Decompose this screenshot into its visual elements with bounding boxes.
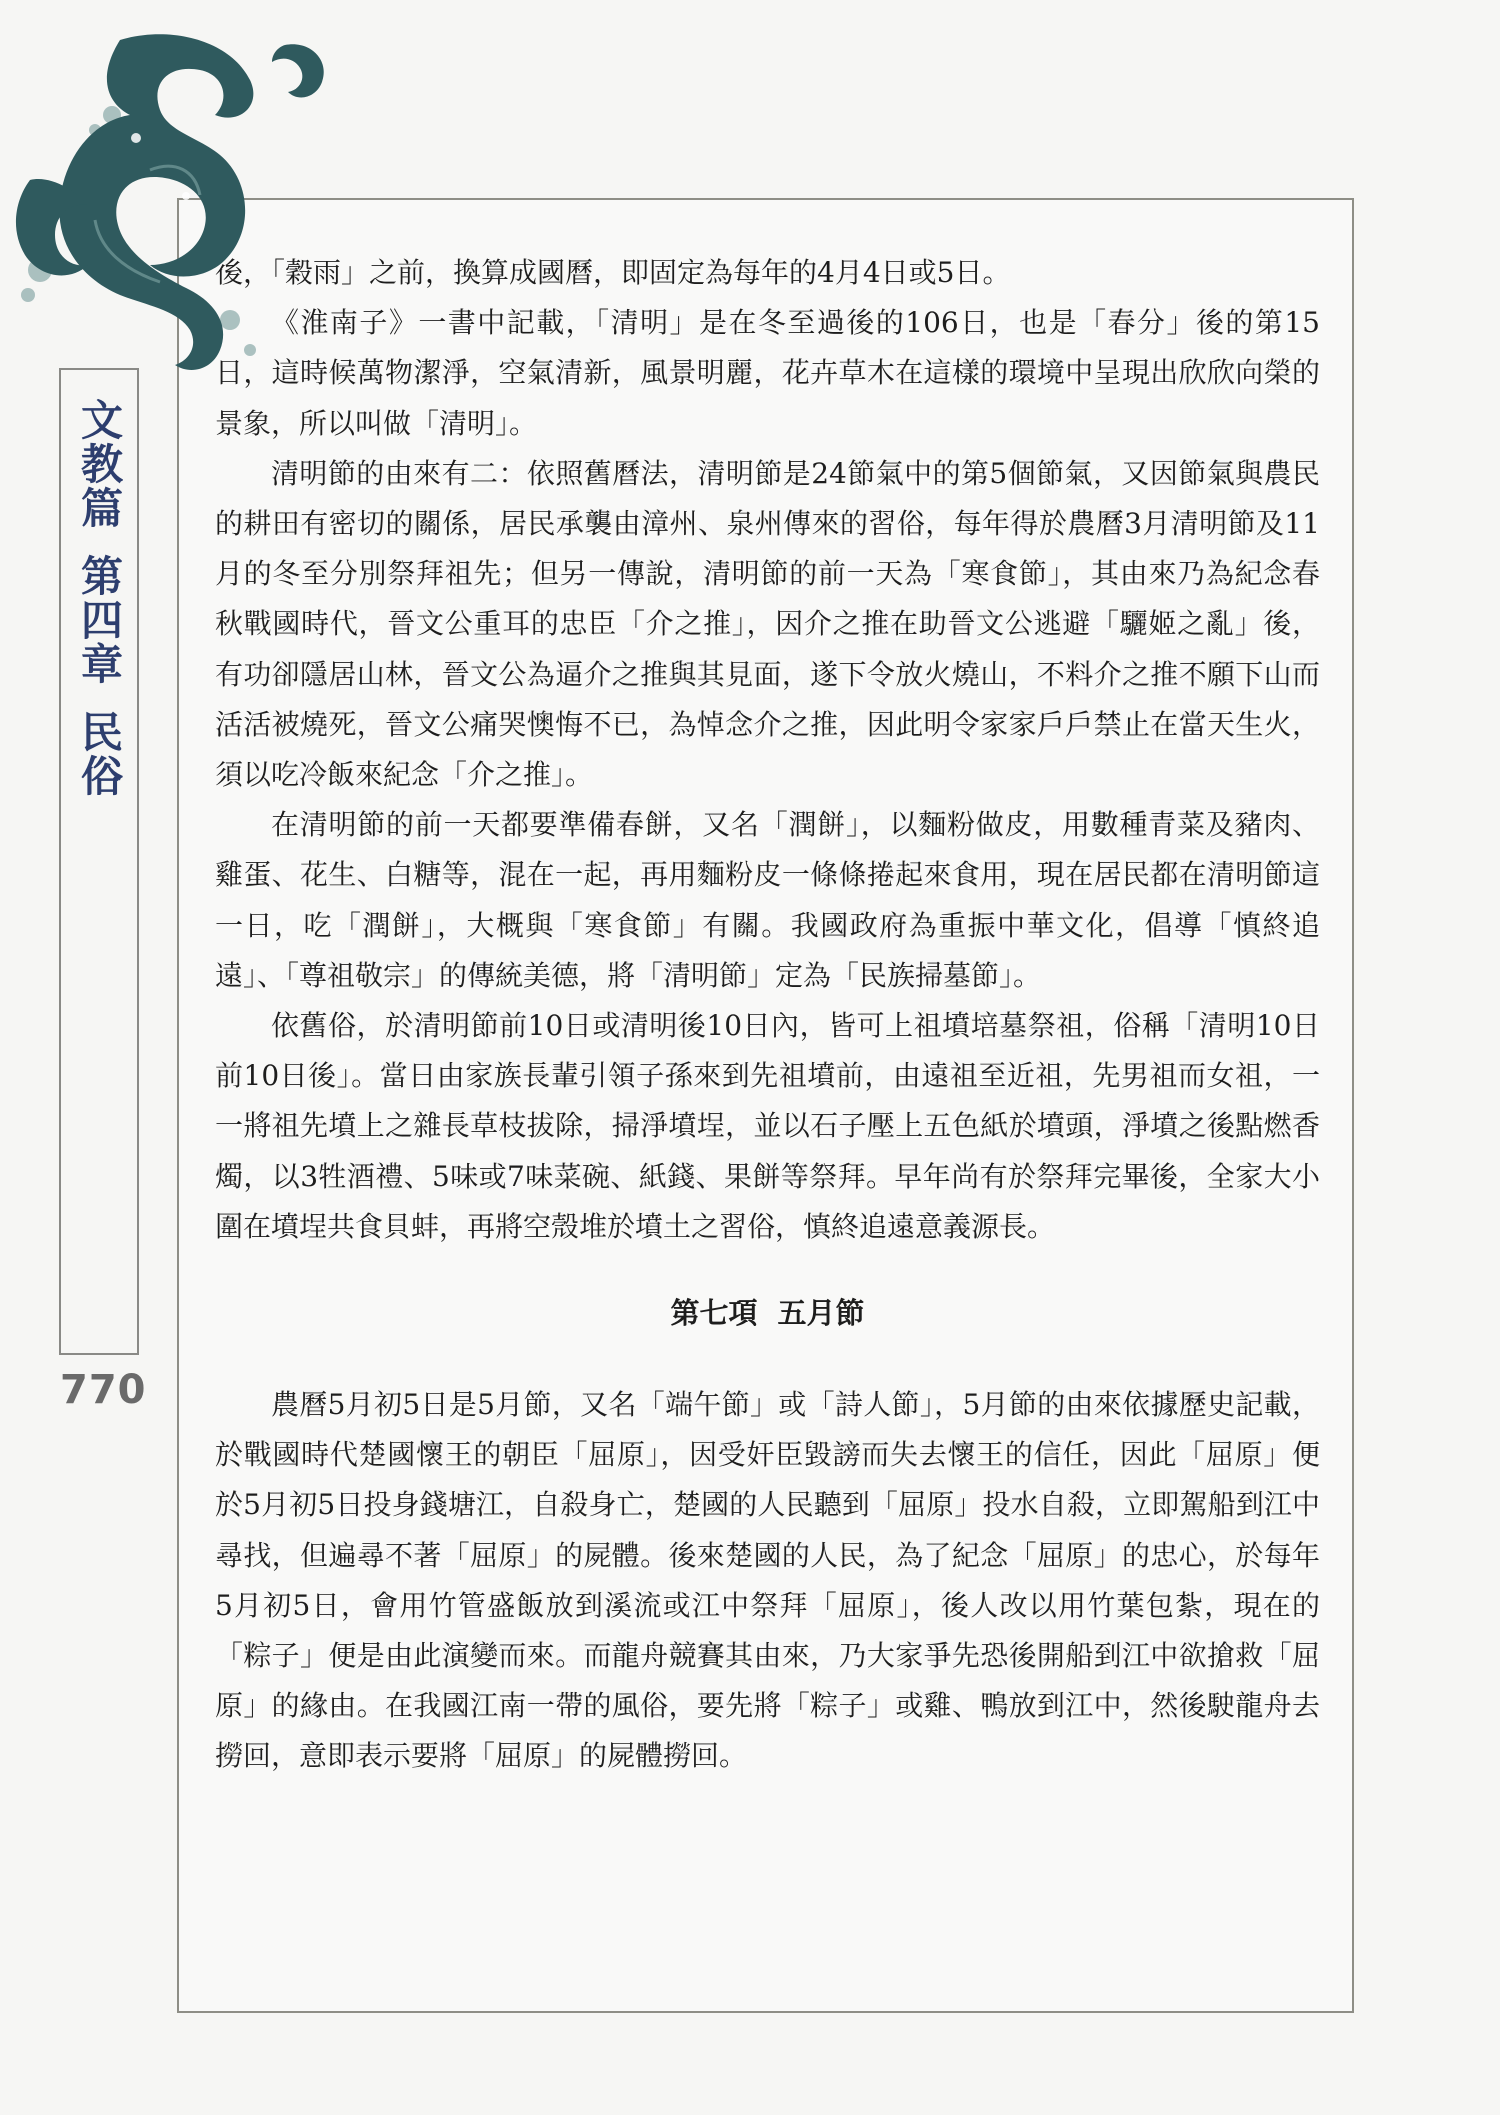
dragon-ornament-icon [0, 20, 380, 420]
sidebar-topic: 民俗 [75, 710, 124, 798]
paragraph: 清明節的由來有二：依照舊曆法，清明節是24節氣中的第5個節氣，又因節氣與農民的耕田有密切的關係，居民承襲由漳州、泉州傳來的習俗，每年得於農曆3月清明節及11月的冬至分別祭拜祖先；但另一傳說，清明節的前一天為「寒食節」，其由來乃為紀念春秋戰國時代，晉文公重耳的忠臣「介之推」，因介之推在助晉文公逃避「驪姬之亂」後，有功卻隱居山林，晉文公為逼介之推與其見面，遂下令放火燒山，不料介之推不願下山而活活被燒死，晉文公痛哭懊悔不已，為悼念介之推，因此明令家家戶戶禁止在當天生火，須以吃冷飯來紀念「介之推」。 [215, 456, 1320, 792]
section-title [215, 1288, 1320, 1338]
main-content [215, 248, 1320, 1782]
paragraph: 農曆5月初5日是5月節，又名「端午節」或「詩人節」，5月節的由來依據歷史記載，於戰國時代楚國懷王的朝臣「屈原」，因受奸臣毀謗而失去懷王的信任，因此「屈原」便於5月初5日投身錢塘江，自殺身亡，楚國的人民聽到「屈原」投水自殺，立即駕船到江中尋找，但遍尋不著「屈原」的屍體。後來楚國的人民，為了紀念「屈原」的忠心，於每年5月初5日，會用竹管盛飯放到溪流或江中祭拜「屈原」，後人改以用竹葉包紮，現在的「粽子」便是由此演變而來。而龍舟競賽其由來，乃大家爭先恐後開船到江中欲搶救「屈原」的緣由。在我國江南一帶的風俗，要先將「粽子」或雞、鴨放到江中，然後駛龍舟去撈回，意即表示要將「屈原」的屍體撈回。 [215, 1388, 1320, 1773]
section-number: 第七項 [670, 1296, 758, 1331]
paragraph: 《淮南子》一書中記載，「清明」是在冬至過後的106日，也是「春分」後的第15日，這時候萬物潔淨，空氣清新，風景明麗，花卉草木在這樣的環境中呈現出欣欣向榮的景象，所以叫做「清明」。 [215, 306, 1320, 440]
section-name: 五月節 [777, 1296, 865, 1331]
sidebar-chapter: 第四章 [75, 554, 124, 686]
paragraph: 後，「穀雨」之前，換算成國曆，即固定為每年的4月4日或5日。 [215, 256, 1011, 289]
paragraph: 在清明節的前一天都要準備春餅，又名「潤餅」，以麵粉做皮，用數種青菜及豬肉、雞蛋、花生、白糖等，混在一起，再用麵粉皮一條條捲起來食用，現在居民都在清明節這一日，吃「潤餅」，大概與「寒食節」有關。我國政府為重振中華文化，倡導「慎終追遠」、「尊祖敬宗」的傳統美德，將「清明節」定為「民族掃墓節」。 [215, 808, 1320, 992]
page-number: 770 [60, 1367, 147, 1413]
chapter-sidebar [59, 368, 139, 1355]
paragraph: 依舊俗，於清明節前10日或清明後10日內，皆可上祖墳培墓祭祖，俗稱「清明10日前10日後」。當日由家族長輩引領子孫來到先祖墳前，由遠祖至近祖，先男祖而女祖，一一將祖先墳上之雜長草枝拔除，掃淨墳埕，並以石子壓上五色紙於墳頭，淨墳之後點燃香燭，以3牲酒禮、5味或7味菜碗、紙錢、果餅等祭拜。早年尚有於祭拜完畢後，全家大小圍在墳埕共食貝蚌，再將空殼堆於墳土之習俗，慎終追遠意義源長。 [215, 1009, 1320, 1243]
chapter-heading [61, 398, 137, 798]
sidebar-part: 文教篇 [75, 398, 124, 530]
